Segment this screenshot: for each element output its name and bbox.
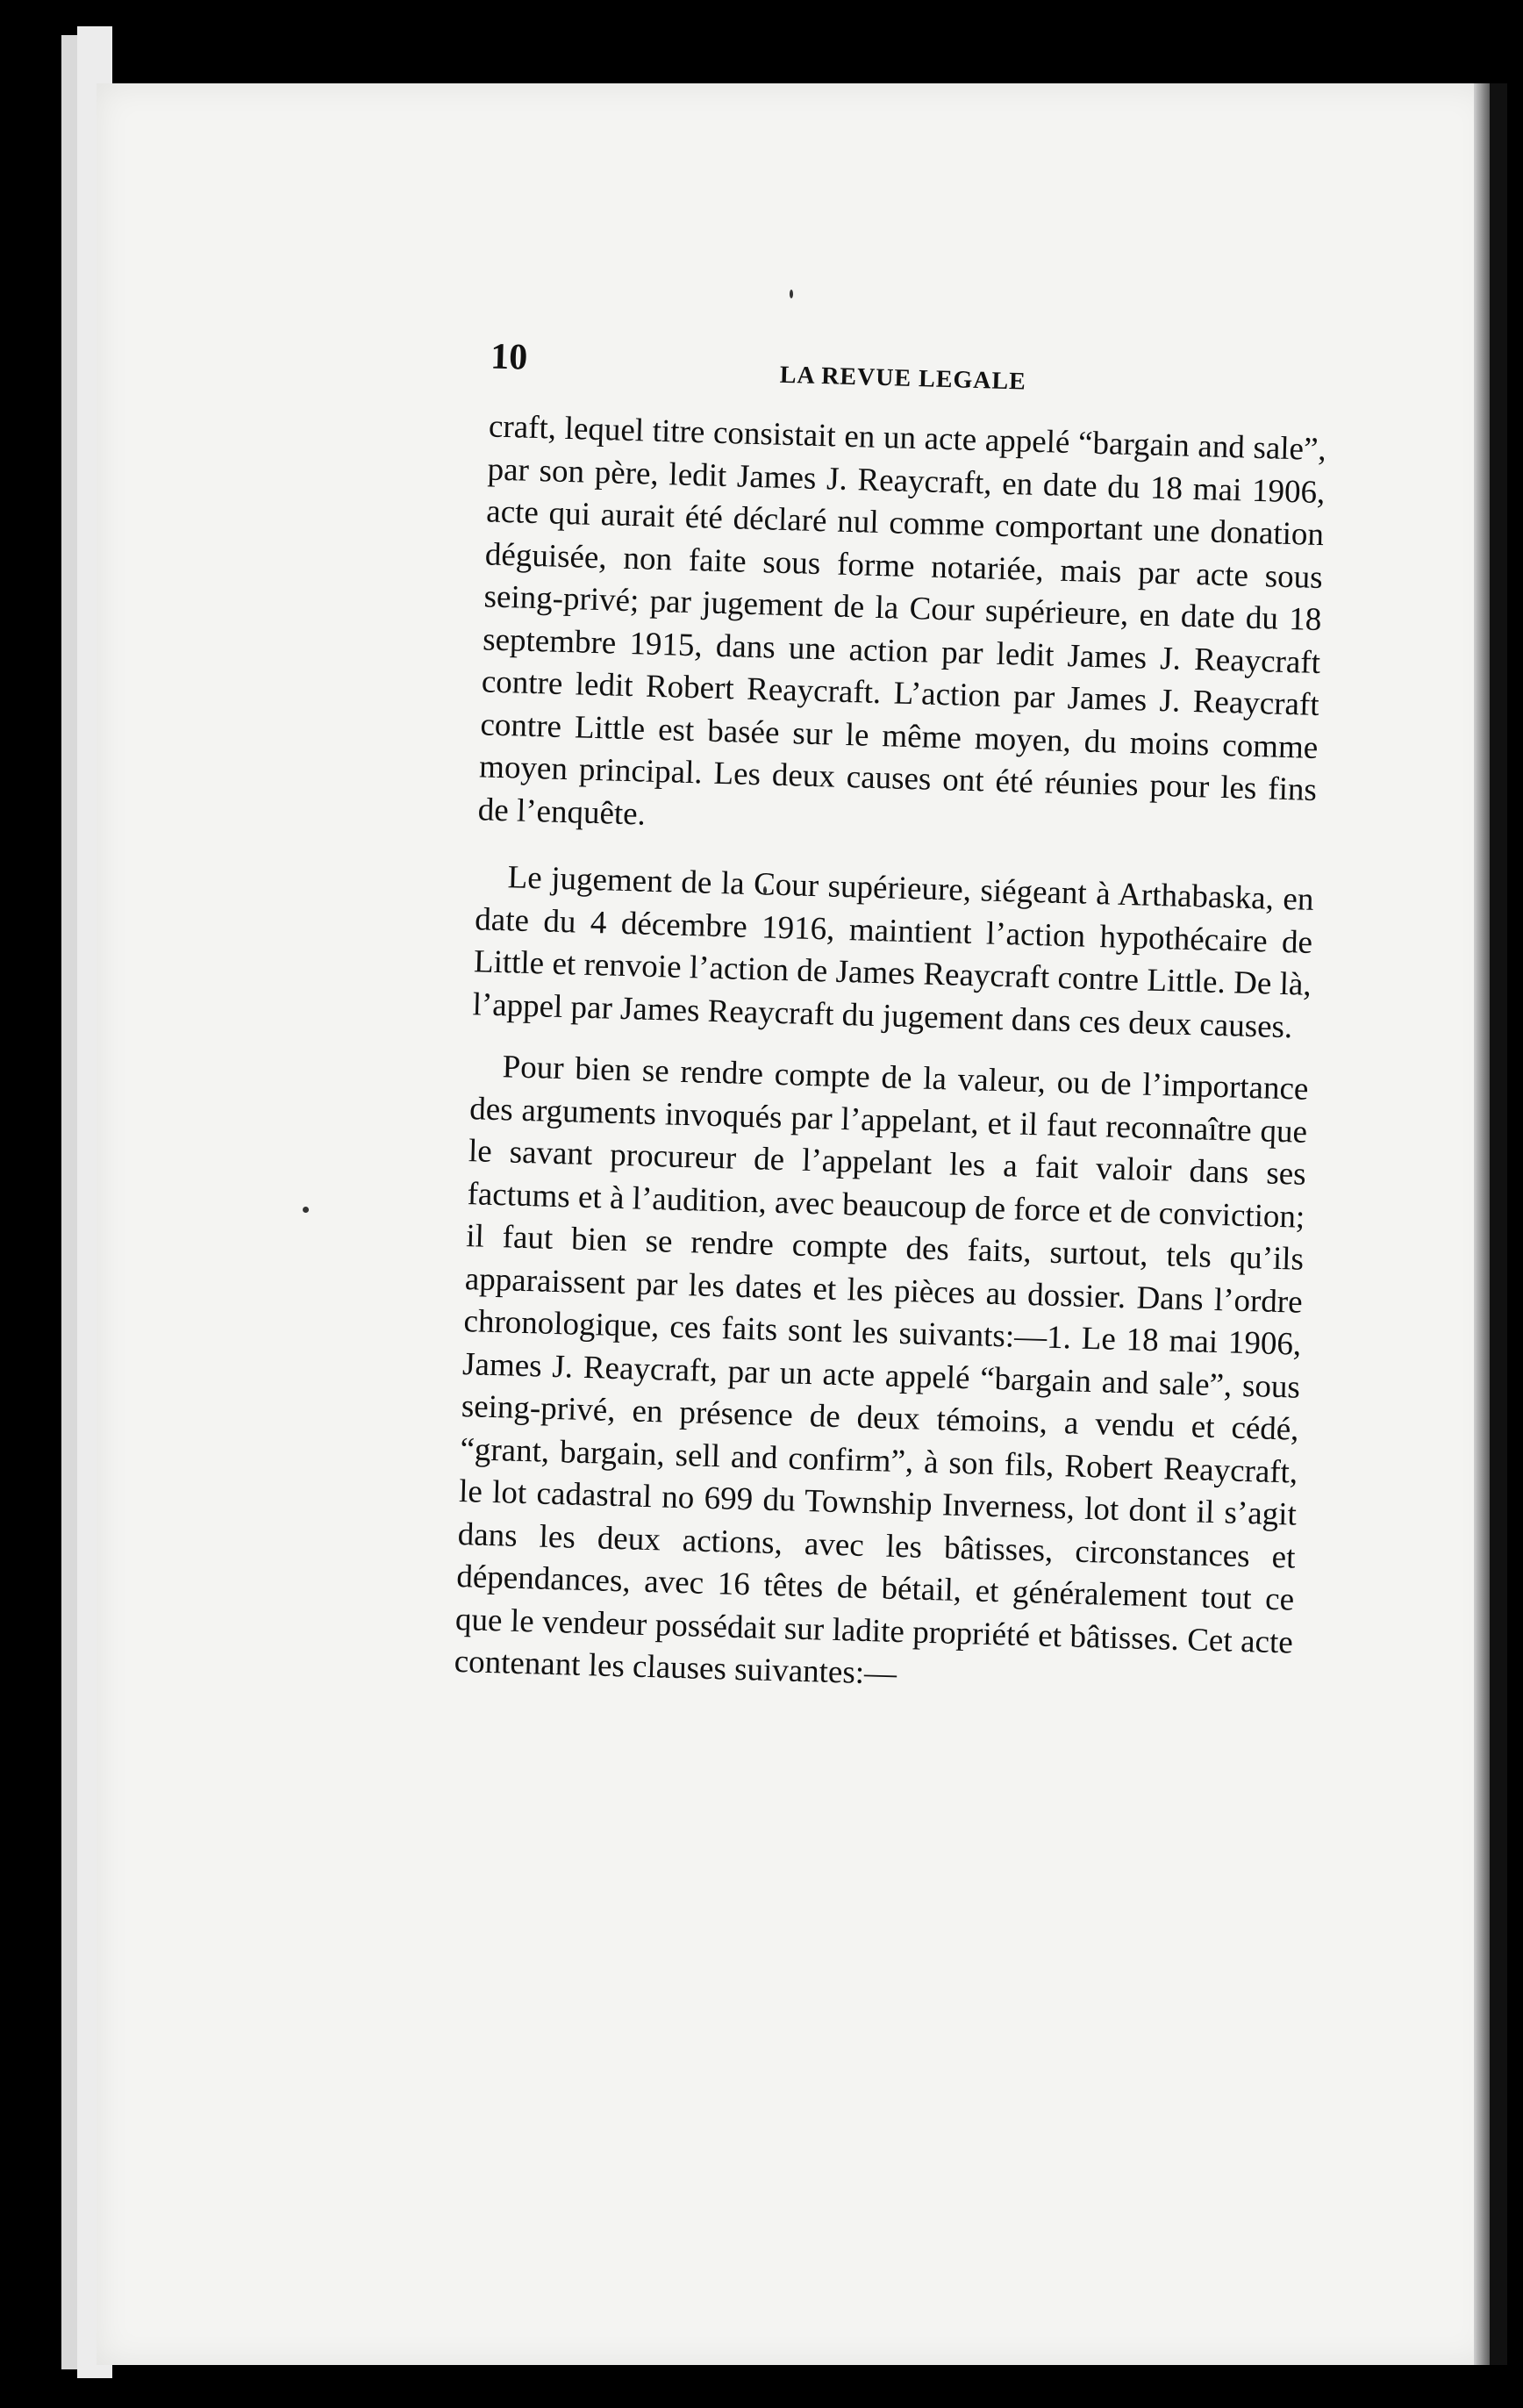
scan-speck [790, 290, 793, 298]
page-number: 10 [490, 336, 528, 378]
paragraph-continuation: craft, lequel titre consistait en un acte appelé “bargain and sale”, par son père, ledit James J. Reaycraft, en date du 18 mai 1906, acte qui aurait été déclaré nul comme comportant une donation déguisée, non faite sous forme notariée, mais par acte sous seing-privé; par jugement de la Cour supérieure, en date du 18 septembre 1915, dans une action par ledit James J. Reaycraft contre ledit Robert Reaycraft. L’action par James J. Reaycraft contre Little est basée sur le même moyen, du moins comme moyen principal. Les deux causes ont été réunies pour les fins de l’enquête. [477, 408, 1327, 833]
paragraph-facts: Pour bien se rendre compte de la valeur, ou de l’importance des arguments invoqués par l’appelant, et il faut reconnaître que le savant procureur de l’appelant les a fait valoir dans ses factums et à l’audition, avec beaucoup de force et de conviction; il faut bien se rendre compte des faits, surtout, tels qu’ils apparaissent par les dates et les pièces au dossier. Dans l’ordre chronologique, ces faits sont les suivants:—1. Le 18 mai 1906, James J. Reaycraft, par un acte appelé “bargain and sale”, sous seing-privé, en présence de deux témoins, a vendu et cédé, “grant, bargain, sell and confirm”, à son fils, Robert Reaycraft, le lot cadastral no 699 du Township Inverness, lot dont il s’agit dans les deux actions, avec les bâtisses, circonstances et dépendances, avec 16 têtes de bétail, et généralement tout ce que le vendeur possédait sur ladite propriété et bâtisses. Cet acte contenant les clauses suivantes:— [454, 1049, 1309, 1693]
binding-strip [1490, 83, 1507, 2365]
paragraph-judgment: Le jugement de la Cour supérieure, siégeant à Arthabaska, en date du 4 décembre 1916, maintient l’action hypothécaire de Little et renvoie l’action de James Reaycraft contre Little. De là, l’appel par James Reaycraft du jugement dans ces deux causes. [472, 859, 1314, 1045]
text-block [375, 333, 1328, 1707]
running-head: LA REVUE LEGALE [779, 361, 1027, 396]
scan-speck [303, 1207, 309, 1213]
